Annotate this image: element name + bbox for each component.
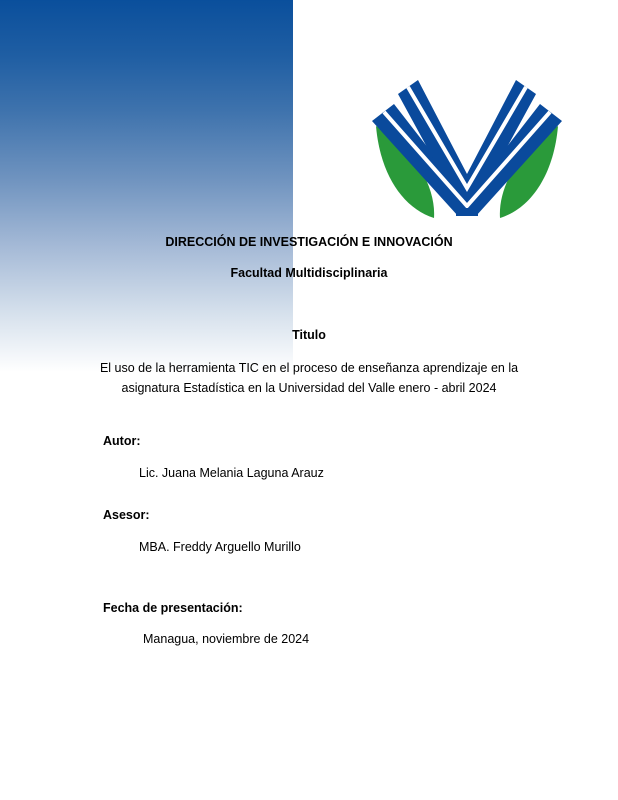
presentation-date-label: Fecha de presentación: [103,601,243,615]
presentation-date: Managua, noviembre de 2024 [143,632,310,646]
advisor-label: Asesor: [103,508,150,522]
author-label: Autor: [103,434,141,448]
university-logo [372,78,562,218]
faculty-name: Facultad Multidisciplinaria [230,266,388,280]
thesis-title: El uso de la herramienta TIC en el proceso de enseñanza aprendizaje en la asignatura Estadística en la Universidad del Valle enero - abril 2024 [99,361,519,395]
advisor-name: MBA. Freddy Arguello Murillo [139,540,301,554]
title-label: Titulo [292,328,326,342]
author-name: Lic. Juana Melania Laguna Arauz [139,466,324,480]
institution-title: DIRECCIÓN DE INVESTIGACIÓN E INNOVACIÓN [165,235,453,249]
gradient-panel [0,0,293,372]
